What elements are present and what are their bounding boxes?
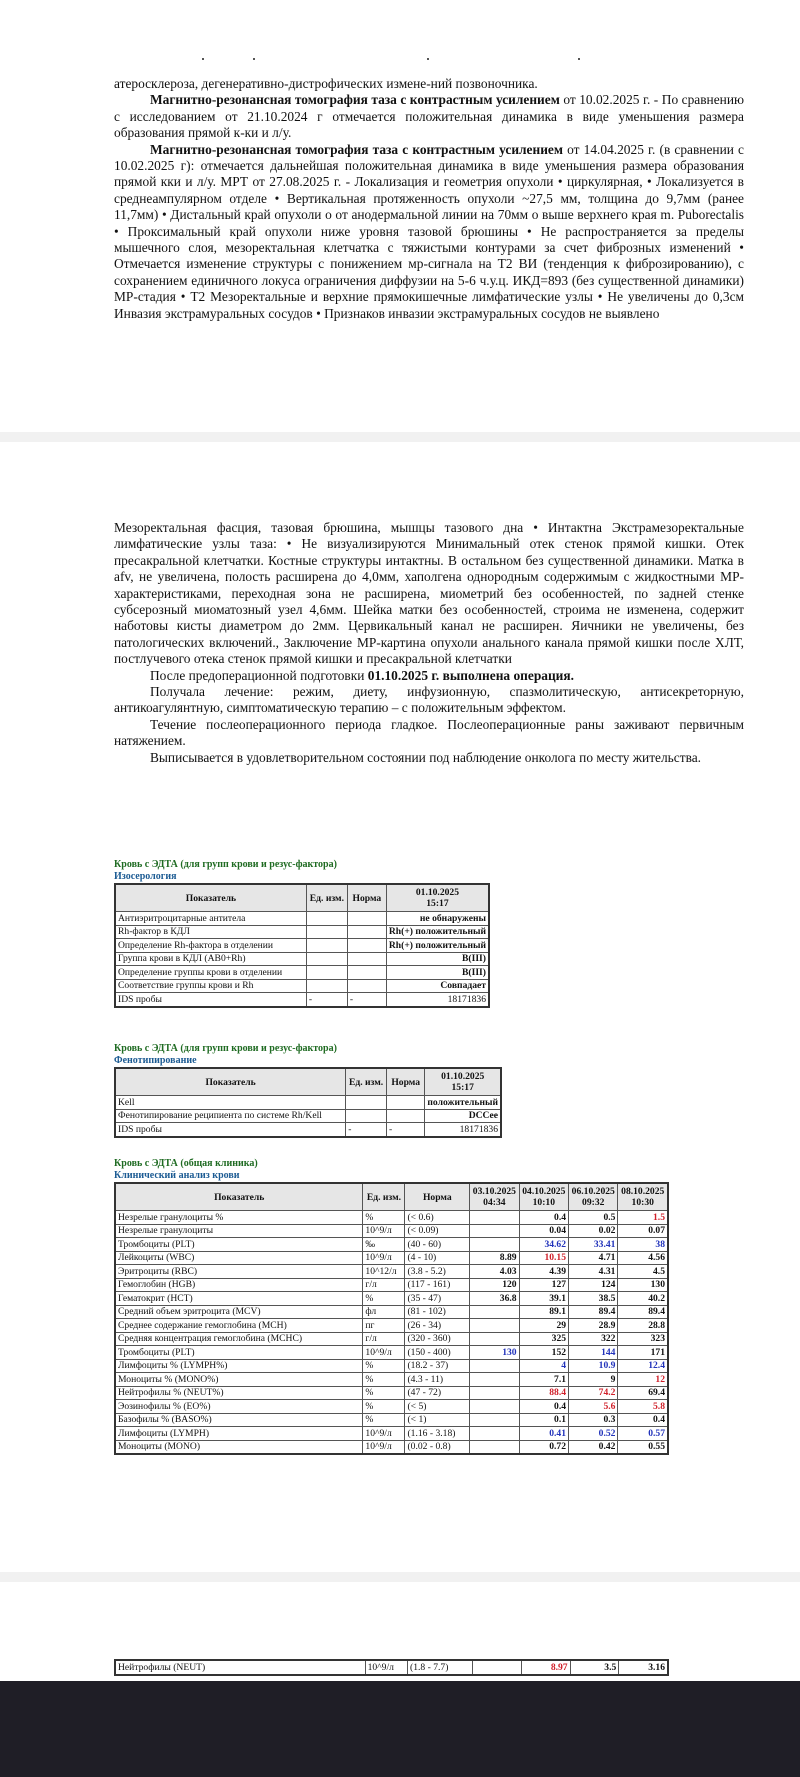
column-time: 04:34 [483,1197,506,1208]
indicator-name: Тромбоциты (PLT) [115,1238,363,1252]
lab-title: Кровь с ЭДТА (общая клиника) [114,1158,258,1169]
result-value: 8.89 [470,1251,519,1265]
result-value: 28.9 [569,1319,618,1333]
column-date: 06.10.2025 [571,1186,615,1197]
table-row [115,1305,668,1319]
lab-table [114,1182,669,1455]
indicator-name: Kell [115,1096,346,1110]
norm-cell: (< 1) [405,1413,470,1427]
unit-cell: 10^9/л [363,1224,405,1238]
col-norm: Норма [405,1183,470,1211]
result-value: 0.4 [618,1413,668,1427]
result-value: 39.1 [519,1292,568,1306]
col-norm: Норма [386,1068,424,1096]
lab-cbc [114,1158,669,1455]
result-value: 89.4 [569,1305,618,1319]
result-value: 0.3 [569,1413,618,1427]
lab-title: Кровь с ЭДТА (для групп крови и резус-фактора) [114,859,337,870]
unit-cell [306,939,347,953]
result-value: 40.2 [618,1292,668,1306]
indicator-name: Соответствие группы крови и Rh [115,979,306,993]
table-row [115,993,489,1007]
col-indicator: Показатель [115,884,306,912]
result-value: 38.5 [569,1292,618,1306]
norm-cell: (35 - 47) [405,1292,470,1306]
indicator-name: Фенотипирование реципиента по системе Rh/Kell [115,1109,346,1123]
result-value: 4.31 [569,1265,618,1279]
result-value: 0.55 [618,1440,668,1454]
result-value: не обнаружены [386,912,489,926]
result-value: 144 [569,1346,618,1360]
intro-line: атеросклероза, дегенеративно-дистрофических измене-ний позвоночника. [114,76,538,91]
norm-cell: (1.16 - 3.18) [405,1427,470,1441]
norm-cell: (320 - 360) [405,1332,470,1346]
table-row [115,1373,668,1387]
unit-cell [346,1096,387,1110]
norm-cell: - [347,993,386,1007]
result-value: 152 [519,1346,568,1360]
table-row [115,1224,668,1238]
result-value: 0.72 [519,1440,568,1454]
result-value: 323 [618,1332,668,1346]
norm-cell: (3.8 - 5.2) [405,1265,470,1279]
unit-cell: 10^9/л [363,1346,405,1360]
unit-cell: 10^9/л [365,1660,407,1675]
col-date [569,1183,618,1211]
result-value: 88.4 [519,1386,568,1400]
discharge-paragraph: Выписывается в удовлетворительном состоянии под наблюдение онколога по месту жительства. [150,749,702,765]
norm-cell [386,1109,424,1123]
result-value [470,1400,519,1414]
indicator-name: Средний объем эритроцита (MCV) [115,1305,363,1319]
table-row [115,1332,668,1346]
indicator-name: Лейкоциты (WBC) [115,1251,363,1265]
result-value: B(III) [386,952,489,966]
result-value: 0.04 [519,1224,568,1238]
table-row [115,1211,668,1225]
lab-title: Кровь с ЭДТА (для групп крови и резус-фактора) [114,1043,337,1054]
table-row [115,1427,668,1441]
norm-cell: (4 - 10) [405,1251,470,1265]
result-value: 130 [470,1346,519,1360]
indicator-name: Эозинофилы % (EO%) [115,1400,363,1414]
table-row [115,1096,501,1110]
result-value: 0.42 [569,1440,618,1454]
table-row [115,1440,668,1454]
unit-cell: 10^12/л [363,1265,405,1279]
unit-cell: г/л [363,1278,405,1292]
indicator-name: Тромбоциты (PLT) [115,1346,363,1360]
result-value: 4.39 [519,1265,568,1279]
page2-text [114,520,744,766]
indicator-name: Лимфоциты (LYMPH) [115,1427,363,1441]
result-value: 89.4 [618,1305,668,1319]
result-value: 12.4 [618,1359,668,1373]
result-value: 10.15 [519,1251,568,1265]
indicator-name: IDS пробы [115,1123,346,1137]
table-row [115,1386,668,1400]
unit-cell: % [363,1413,405,1427]
indicator-name: Моноциты (MONO) [115,1440,363,1454]
result-value: 4 [519,1359,568,1373]
unit-cell: % [363,1359,405,1373]
table-row [115,1319,668,1333]
indicator-name: Средняя концентрация гемоглобина (MCHC) [115,1332,363,1346]
table-row [115,952,489,966]
indicator-name: Нейтрофилы % (NEUT%) [115,1386,363,1400]
unit-cell: % [363,1373,405,1387]
result-value: B(III) [386,966,489,980]
unit-cell: - [306,993,347,1007]
table-row [115,966,489,980]
result-value [470,1386,519,1400]
result-value: 322 [569,1332,618,1346]
result-value: 34.62 [519,1238,568,1252]
norm-cell: (0.02 - 0.8) [405,1440,470,1454]
result-value: 69.4 [618,1386,668,1400]
norm-cell [347,939,386,953]
result-value: 18171836 [425,1123,501,1137]
result-value [470,1305,519,1319]
unit-cell: 10^9/л [363,1440,405,1454]
norm-cell [386,1096,424,1110]
norm-cell: - [386,1123,424,1137]
result-value: 12 [618,1373,668,1387]
lab-subtitle: Изосерология [114,871,177,882]
result-value [473,1660,522,1675]
result-value [470,1359,519,1373]
indicator-name: Незрелые гранулоциты % [115,1211,363,1225]
norm-cell: (47 - 72) [405,1386,470,1400]
indicator-name: IDS пробы [115,993,306,1007]
col-date [519,1183,568,1211]
norm-cell: (< 0.09) [405,1224,470,1238]
result-value [470,1332,519,1346]
col-indicator: Показатель [115,1183,363,1211]
result-value: 120 [470,1278,519,1292]
norm-cell: (< 5) [405,1400,470,1414]
lab-table [114,1067,502,1138]
result-value: 127 [519,1278,568,1292]
document-page-2 [0,442,800,1572]
result-value: 4.56 [618,1251,668,1265]
norm-cell: (4.3 - 11) [405,1373,470,1387]
table-row [115,1400,668,1414]
result-value: 1.5 [618,1211,668,1225]
result-value: 29 [519,1319,568,1333]
result-value: 9 [569,1373,618,1387]
unit-cell: 10^9/л [363,1427,405,1441]
col-date: 01.10.2025 15:17 [386,884,489,912]
norm-cell: (< 0.6) [405,1211,470,1225]
table-row [115,1238,668,1252]
table-row [115,939,489,953]
result-value: 5.8 [618,1400,668,1414]
lab-phenotyping [114,1043,502,1138]
result-value: 74.2 [569,1386,618,1400]
table-row [115,979,489,993]
norm-cell [347,966,386,980]
col-unit: Ед. изм. [363,1183,405,1211]
col-date: 01.10.2025 15:17 [425,1068,501,1096]
table-row [115,1123,501,1137]
result-value [470,1373,519,1387]
result-value [470,1427,519,1441]
lab-subtitle: Фенотипирование [114,1055,197,1066]
indicator-name: Rh-фактор в КДЛ [115,925,306,939]
indicator-name: Определение Rh-фактора в отделении [115,939,306,953]
indicator-name: Незрелые гранулоциты [115,1224,363,1238]
result-value: 0.41 [519,1427,568,1441]
unit-cell: % [363,1400,405,1414]
viewer-bottom-bar [0,1681,800,1777]
result-value: 8.97 [521,1660,570,1675]
unit-cell: ‰ [363,1238,405,1252]
result-value [470,1238,519,1252]
postop-paragraph: Течение послеоперационного периода гладкое. Послеоперационные раны заживают первичным натяжением. [114,716,744,749]
indicator-name: Моноциты % (MONO%) [115,1373,363,1387]
indicator-name: Антиэритроцитарные антитела [115,912,306,926]
col-date [618,1183,668,1211]
result-value: 36.8 [470,1292,519,1306]
result-value: 3.5 [570,1660,619,1675]
column-time: 10:10 [532,1197,555,1208]
col-unit: Ед. изм. [306,884,347,912]
lab-isoserology [114,859,490,1008]
result-value: 0.02 [569,1224,618,1238]
table-row [115,1278,668,1292]
table-row [115,1292,668,1306]
column-date: 03.10.2025 [472,1186,516,1197]
table-row [115,1413,668,1427]
unit-cell: пг [363,1319,405,1333]
result-value [470,1440,519,1454]
table-row [115,925,489,939]
result-value: 0.1 [519,1413,568,1427]
document-page-1 [0,0,800,432]
col-norm: Норма [347,884,386,912]
table-row [115,912,489,926]
indicator-name: Базофилы % (BASO%) [115,1413,363,1427]
unit-cell [306,925,347,939]
column-date: 04.10.2025 [522,1186,566,1197]
table-row [115,1251,668,1265]
result-value: Rh(+) положительный [386,939,489,953]
unit-cell [306,952,347,966]
mri-continuation: Мезоректальная фасция, тазовая брюшина, мышцы тазового дна • Интактна Экстрамезоректальные лимфатические узлы таза: • Не визуализируются Минимальный отек стенок прямой кишки. Отек пресакральной клетчатки. Костные структуры интактны. В остальном без существенной динамики. Матка в afv, не увеличена, полость расширена до 4,0мм, хаполгена однородным содержимым с жидкостными МР-характеристиками, переходная зона не расширена, миометрий без особенностей, по задней стенке субсерозный миоматозный узел 4,6мм. Шейка матки без особенностей, строима не изменена, содержит наботовы кисты диаметром до 2мм. Цервикальный канал не расширен. Яичники не увеличены, без патологических включений., Заключение МР-картина опухоли анального канала прямой кишки после ХЛТ, постлучевого отека стенок прямой кишки и пресакральной клетчатки [114,520,744,667]
result-value: 7.1 [519,1373,568,1387]
unit-cell: % [363,1386,405,1400]
unit-cell: фл [363,1305,405,1319]
unit-cell: 10^9/л [363,1251,405,1265]
document-page-3 [0,1582,800,1682]
result-value: Rh(+) положительный [386,925,489,939]
norm-cell: (18.2 - 37) [405,1359,470,1373]
indicator-name: Среднее содержание гемоглобина (MCH) [115,1319,363,1333]
norm-cell [347,912,386,926]
lab-cbc-continued [114,1659,669,1676]
table-row [115,1109,501,1123]
col-unit: Ед. изм. [346,1068,387,1096]
table-row [115,1265,668,1279]
lab-subtitle: Клинический анализ крови [114,1170,240,1181]
unit-cell [306,979,347,993]
unit-cell [306,912,347,926]
col-date [470,1183,519,1211]
unit-cell: % [363,1211,405,1225]
norm-cell: (1.8 - 7.7) [408,1660,473,1675]
page-separator [0,432,800,442]
lab-table-continued [114,1659,669,1676]
result-value: положительный [425,1096,501,1110]
mri-paragraph-2: Магнитно-резонансная томография таза с контрастным усилением от 14.04.2025 г. (в сравнении с 10.02.2025 г): отмечается дальнейшая положительная динамика в виде уменьшения размера образования прямой кки и л/у. МРТ от 27.08.2025 г. - Локализация и геометрия опухоли • циркулярная, • Локализуется в среднеампулярном отделе • Вертикальная протяженность опухоли ~27,5 мм, толщина до 9,7мм (ранее 11,7мм) • Дистальный край опухоли о от анодермальной линии на 70мм о выше верхнего края m. Puborectalis • Проксимальный край опухоли ниже уровня тазовой брюшины • Не распространяется за пределы мышечного слоя, мезоректальная клетчатка с тяжистыми контурами за счет фиброзных изменений • Отмечается изменение структуры с понижением мр-сигнала на Т2 ВИ (тенденция к фиброзированию), с сохранением единичного локуса ограничения диффузии на 5-6 ч.у.ц. ИКД=893 (без существенной динамики) МР-стадия • Т2 Мезоректальные и верхние прямокишечные лимфатические узлы • Не увеличены до 0,3см Инвазия экстрамуральных сосудов • Признаков инвазии экстрамуральных сосудов не выявлено [114,141,744,321]
norm-cell: (40 - 60) [405,1238,470,1252]
result-value: 4.71 [569,1251,618,1265]
column-time: 10:30 [631,1197,654,1208]
page-separator [0,1572,800,1582]
result-value [470,1413,519,1427]
indicator-name: Эритроциты (RBC) [115,1265,363,1279]
indicator-name: Лимфоциты % (LYMPH%) [115,1359,363,1373]
norm-cell [347,952,386,966]
col-indicator: Показатель [115,1068,346,1096]
result-value [470,1319,519,1333]
result-value: 0.4 [519,1211,568,1225]
column-date: 08.10.2025 [621,1186,665,1197]
result-value: 5.6 [569,1400,618,1414]
mri-paragraph-1: Магнитно-резонансная томография таза с контрастным усилением от 10.02.2025 г. - По сравнению с исследованием от 21.10.2024 г отмечается положительная динамика в виде уменьшения размера образования прямой к-ки и л/у. [114,92,744,141]
operation-paragraph: После предоперационной подготовки 01.10.2025 г. выполнена операция. [150,667,574,683]
page1-text [114,76,744,322]
indicator-name: Нейтрофилы (NEUT) [115,1660,365,1675]
table-row [115,1660,668,1675]
result-value [470,1224,519,1238]
result-value: 28.8 [618,1319,668,1333]
result-value: 3.16 [619,1660,668,1675]
column-time: 09:32 [582,1197,605,1208]
result-value: Совпадает [386,979,489,993]
scan-artifacts [100,58,660,64]
result-value: 4.03 [470,1265,519,1279]
result-value: 89.1 [519,1305,568,1319]
unit-cell: % [363,1292,405,1306]
indicator-name: Определение группы крови в отделении [115,966,306,980]
result-value: 0.52 [569,1427,618,1441]
result-value: 0.5 [569,1211,618,1225]
result-value: 38 [618,1238,668,1252]
lab-table [114,883,490,1008]
result-value: 0.4 [519,1400,568,1414]
treatment-paragraph: Получала лечение: режим, диету, инфузионную, спазмолитическую, антисекреторную, антикоагулянтную, симптоматическую терапию – с положительным эффектом. [114,684,744,716]
norm-cell: (117 - 161) [405,1278,470,1292]
unit-cell: г/л [363,1332,405,1346]
norm-cell [347,925,386,939]
result-value: 10.9 [569,1359,618,1373]
result-value: DCCee [425,1109,501,1123]
norm-cell: (26 - 34) [405,1319,470,1333]
norm-cell [347,979,386,993]
result-value: 4.5 [618,1265,668,1279]
indicator-name: Группа крови в КДЛ (АВ0+Rh) [115,952,306,966]
indicator-name: Гемоглобин (HGB) [115,1278,363,1292]
result-value [470,1211,519,1225]
table-row [115,1359,668,1373]
result-value: 124 [569,1278,618,1292]
result-value: 18171836 [386,993,489,1007]
norm-cell: (150 - 400) [405,1346,470,1360]
unit-cell [306,966,347,980]
unit-cell: - [346,1123,387,1137]
result-value: 130 [618,1278,668,1292]
result-value: 325 [519,1332,568,1346]
indicator-name: Гематокрит (HCT) [115,1292,363,1306]
table-row [115,1346,668,1360]
unit-cell [346,1109,387,1123]
norm-cell: (81 - 102) [405,1305,470,1319]
result-value: 171 [618,1346,668,1360]
result-value: 33.41 [569,1238,618,1252]
result-value: 0.57 [618,1427,668,1441]
result-value: 0.07 [618,1224,668,1238]
